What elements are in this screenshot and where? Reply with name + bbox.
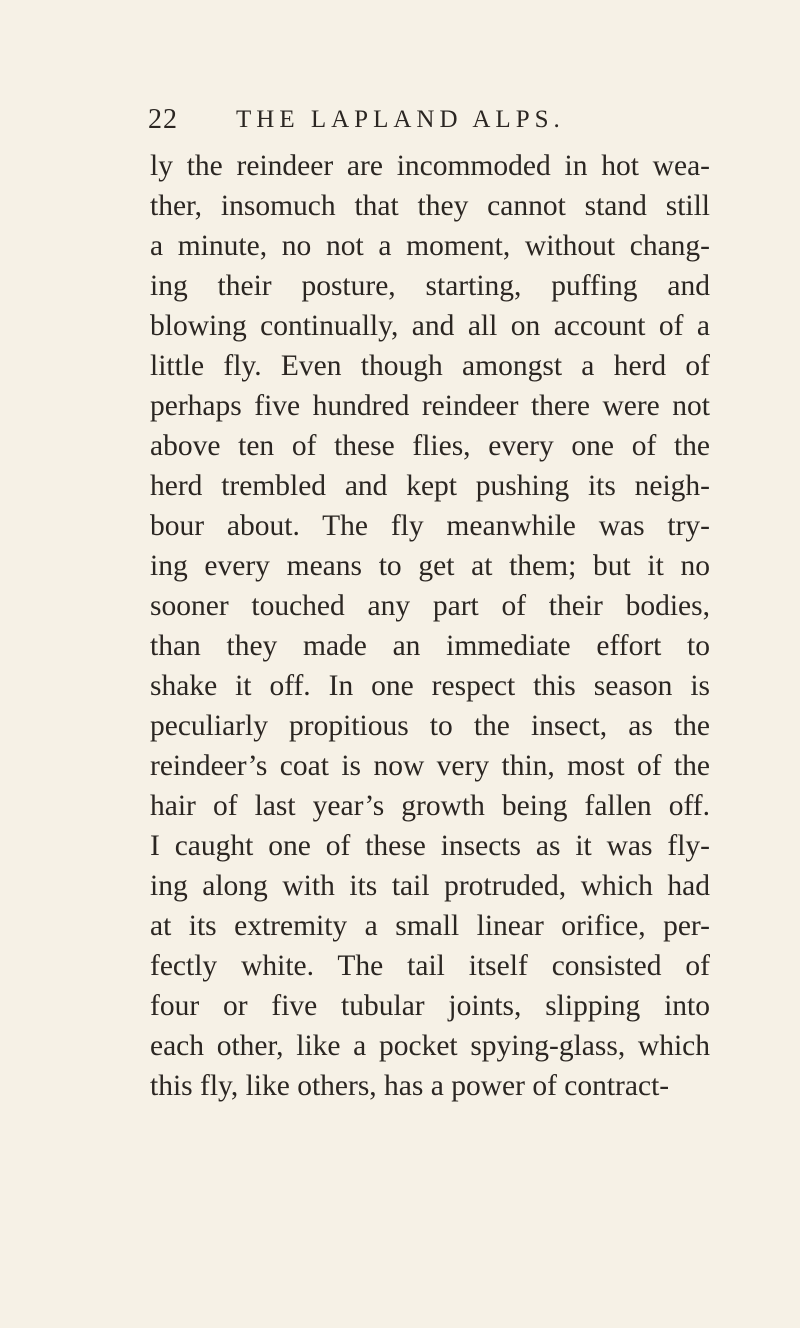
text-line: ther, insomuch that they cannot stand still — [150, 190, 710, 222]
text-line: peculiarly propitious to the insect, as the — [150, 710, 710, 742]
text-line: than they made an immediate effort to — [150, 630, 710, 662]
text-line: I caught one of these insects as it was fly- — [150, 830, 710, 862]
text-line: ing along with its tail protruded, which had — [150, 870, 710, 902]
text-line: at its extremity a small linear orifice, per- — [150, 910, 710, 942]
text-line: ly the reindeer are incommoded in hot wea- — [150, 150, 710, 182]
text-line: reindeer’s coat is now very thin, most of the — [150, 750, 710, 782]
text-line: bour about. The fly meanwhile was try- — [150, 510, 710, 542]
text-line: blowing continually, and all on account of a — [150, 310, 710, 342]
text-line: ing every means to get at them; but it no — [150, 550, 710, 582]
text-line: a minute, no not a moment, without chang- — [150, 230, 710, 262]
text-line: ing their posture, starting, puffing and — [150, 270, 710, 302]
text-line: shake it off. In one respect this season is — [150, 670, 710, 702]
text-line: four or five tubular joints, slipping into — [150, 990, 710, 1022]
text-line: fectly white. The tail itself consisted of — [150, 950, 710, 982]
page-number: 22 — [148, 104, 178, 135]
text-line: each other, like a pocket spying-glass, which — [150, 1030, 710, 1062]
text-line: above ten of these flies, every one of the — [150, 430, 710, 462]
body-paragraph — [150, 146, 710, 1106]
text-line: perhaps five hundred reindeer there were not — [150, 390, 710, 422]
running-head — [0, 96, 800, 136]
text-line: this fly, like others, has a power of contract- — [150, 1070, 670, 1102]
text-line: herd trembled and kept pushing its neigh- — [150, 470, 710, 502]
text-line: hair of last year’s growth being fallen off. — [150, 790, 710, 822]
text-line: little fly. Even though amongst a herd of — [150, 350, 710, 382]
text-line: sooner touched any part of their bodies, — [150, 590, 710, 622]
running-title: THE LAPLAND ALPS. — [236, 106, 565, 133]
